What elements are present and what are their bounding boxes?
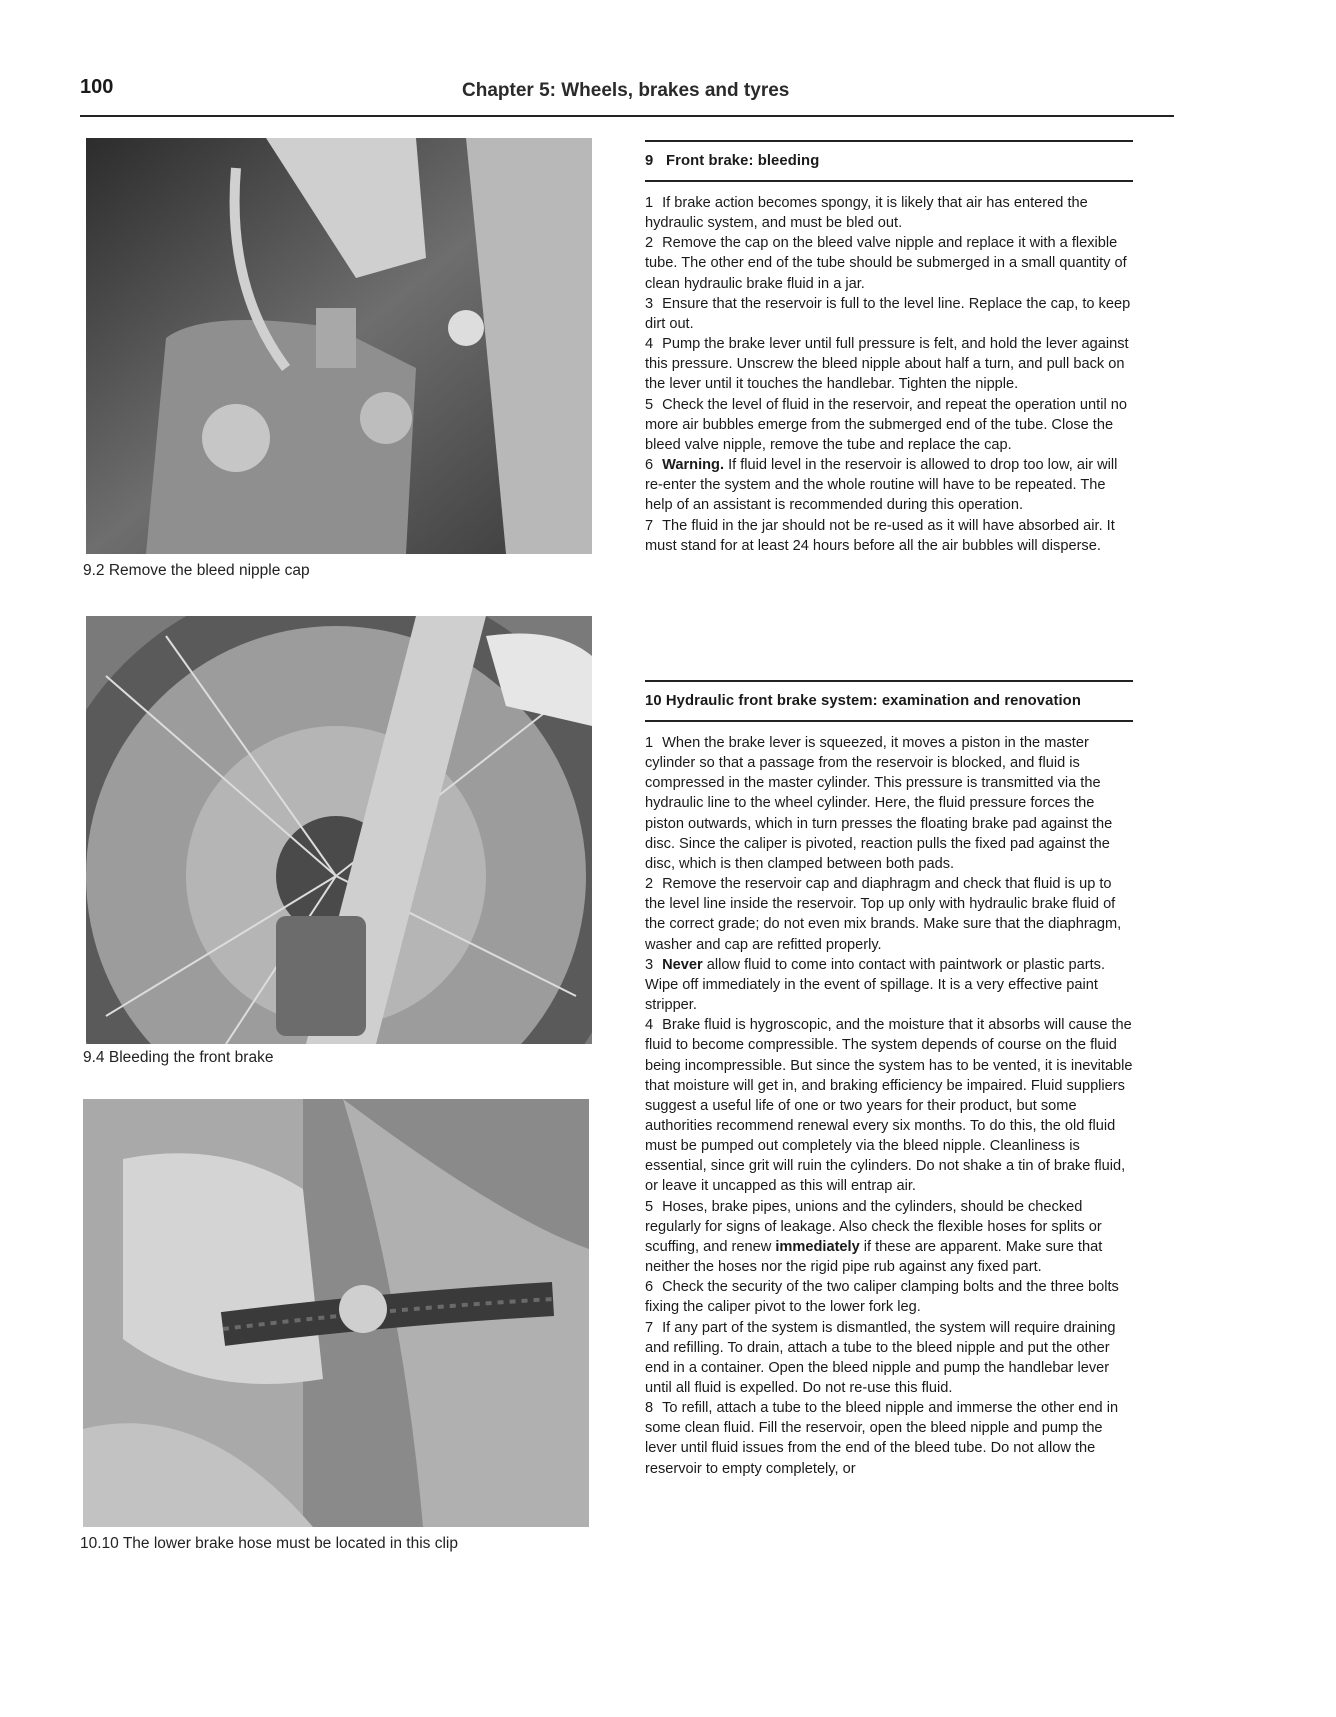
section-9 bbox=[645, 140, 1133, 556]
paragraph-text: Pump the brake lever until full pressure is felt, and hold the lever against this pressure. Unscrew the bleed nipple about half a turn, and pull back on the lever until it touches the handlebar. Tighten the nipple. bbox=[645, 336, 1129, 393]
paragraph-text: If brake action becomes spongy, it is likely that air has entered the hydraulic system, and must be bled out. bbox=[645, 195, 1088, 232]
paragraph-text: When the brake lever is squeezed, it moves a piston in the master cylinder so that a passage from the reservoir is blocked, and fluid is compressed in the master cylinder. This pressure is transmitted via the hydraulic line to the wheel cylinder. Here, the fluid pressure forces the piston outwards, which in turn presses the floating brake pad against the disc. Since the caliper is pivoted, reaction pulls the fixed pad against the disc, which is then clamped between both pads. bbox=[645, 735, 1113, 872]
paragraph bbox=[645, 1015, 1133, 1196]
paragraph-text: The fluid in the jar should not be re-used as it will have absorbed air. It must stand for at least 24 hours before all the air bubbles will disperse. bbox=[645, 517, 1115, 554]
paragraph-text: Ensure that the reservoir is full to the level line. Replace the cap, to keep dirt out. bbox=[645, 295, 1131, 332]
photo-lower-brake-hose-clip bbox=[83, 1099, 589, 1527]
paragraph-number: 7 bbox=[645, 517, 654, 534]
paragraph-number: 6 bbox=[645, 457, 654, 474]
section-rule-top bbox=[645, 680, 1133, 682]
paragraph-number: 5 bbox=[645, 396, 654, 413]
section-body bbox=[645, 733, 1133, 1479]
paragraph-number: 3 bbox=[645, 956, 654, 973]
caption-figure-9-2: 9.2 Remove the bleed nipple cap bbox=[83, 562, 310, 579]
section-title: 9 Front brake: bleeding bbox=[645, 153, 820, 169]
section-rule-bottom bbox=[645, 180, 1133, 182]
photo-bleeding-front-brake bbox=[86, 616, 592, 1044]
paragraph-emphasis: Warning. bbox=[662, 457, 725, 474]
paragraph-number: 1 bbox=[645, 735, 654, 751]
section-rule-top bbox=[645, 140, 1133, 142]
paragraph-number: 4 bbox=[645, 336, 654, 353]
paragraph-number: 4 bbox=[645, 1017, 654, 1034]
paragraph-text: Check the level of fluid in the reservoir, and repeat the operation until no more air bubbles emerge from the submerged end of the tube. Close the bleed valve nipple, remove the tube and replace the cap. bbox=[645, 396, 1127, 453]
paragraph-number: 2 bbox=[645, 235, 654, 252]
caption-figure-10-10: 10.10 The lower brake hose must be located in this clip bbox=[80, 1535, 458, 1552]
paragraph bbox=[645, 1318, 1133, 1399]
paragraph-text: If fluid level in the reservoir is allowed to drop too low, air will re-enter the system and the whole routine will have to be repeated. The help of an assistant is recommended during this operation. bbox=[645, 457, 1118, 514]
paragraph-number: 6 bbox=[645, 1279, 654, 1296]
caption-figure-9-4: 9.4 Bleeding the front brake bbox=[83, 1049, 274, 1066]
paragraph-text: If any part of the system is dismantled, the system will require draining and refilling. To drain, attach a tube to the bleed nipple and put the other end in a container. Open the bleed nipple and pump the handlebar lever until all fluid is expelled. Do not re-use this fluid. bbox=[645, 1319, 1116, 1396]
chapter-title: Chapter 5: Wheels, brakes and tyres bbox=[462, 80, 790, 101]
paragraph-text: Check the security of the two caliper clamping bolts and the three bolts fixing the caliper pivot to the lower fork leg. bbox=[645, 1279, 1119, 1316]
paragraph bbox=[645, 395, 1133, 455]
paragraph bbox=[645, 1277, 1133, 1317]
header-rule bbox=[80, 115, 1174, 117]
paragraph-number: 7 bbox=[645, 1319, 654, 1336]
paragraph bbox=[645, 334, 1133, 394]
paragraph-number: 3 bbox=[645, 295, 654, 312]
paragraph-text: allow fluid to come into contact with paintwork or plastic parts. Wipe off immediately in the event of spillage. It is a very effective paint stripper. bbox=[645, 956, 1106, 1014]
paragraph-text: Brake fluid is hygroscopic, and the moisture that it absorbs will cause the fluid to become compressible. The system depends of course on the fluid being incompressible. But since the system has to be vented, it is inevitable that moisture will get in, and braking efficiency be impaired. Fluid suppliers suggest a useful life of one or two years for their product, but some authorities recommend renewal every six months. To do this, the old fluid must be pumped out completely via the bleed nipple. Cleanliness is essential, since grit will ruin the cylinders. Do not shake a tin of brake fluid, or leave it uncapped as this will entrap air. bbox=[645, 1017, 1133, 1195]
paragraph bbox=[645, 733, 1133, 874]
paragraph-number: 5 bbox=[645, 1198, 654, 1215]
paragraph bbox=[645, 516, 1133, 556]
paragraph-text: Remove the cap on the bleed valve nipple and replace it with a flexible tube. The other end of the tube should be submerged in a small quantity of clean hydraulic brake fluid in a jar. bbox=[645, 235, 1127, 292]
paragraph-number: 1 bbox=[645, 195, 654, 211]
paragraph bbox=[645, 874, 1133, 955]
section-body bbox=[645, 193, 1133, 556]
paragraph-number: 8 bbox=[645, 1400, 654, 1417]
paragraph bbox=[645, 1398, 1133, 1479]
paragraph-number: 2 bbox=[645, 876, 654, 893]
paragraph-emphasis: Never bbox=[662, 956, 703, 973]
page-number: 100 bbox=[80, 76, 114, 98]
paragraph bbox=[645, 294, 1133, 334]
paragraph bbox=[645, 955, 1133, 1015]
section-10 bbox=[645, 680, 1133, 1479]
paragraph-text: if these are apparent. Make sure that neither the hoses nor the rigid pipe rub against any fixed part. bbox=[645, 1238, 1103, 1276]
paragraph bbox=[645, 455, 1133, 515]
paragraph-emphasis: immediately bbox=[775, 1238, 860, 1255]
paragraph-text: To refill, attach a tube to the bleed nipple and immerse the other end in some clean fluid. Fill the reservoir, open the bleed nipple and pump the lever until fluid issues from the end of the bleed tube. Do not allow the reservoir to empty completely, or bbox=[645, 1400, 1119, 1477]
paragraph-text: Hoses, brake pipes, unions and the cylinders, should be checked regularly for signs of leakage. Also check the flexible hoses for splits or scuffing, and renew bbox=[645, 1198, 1102, 1255]
paragraph bbox=[645, 193, 1133, 233]
paragraph-text: Remove the reservoir cap and diaphragm and check that fluid is up to the level line inside the reservoir. Top up only with hydraulic brake fluid of the correct grade; do not even mix brands. Make sure that the diaphragm, washer and cap are refitted properly. bbox=[645, 876, 1122, 953]
paragraph bbox=[645, 233, 1133, 293]
section-rule-bottom bbox=[645, 720, 1133, 722]
photo-bleed-nipple-cap bbox=[86, 138, 592, 554]
paragraph bbox=[645, 1197, 1133, 1278]
section-title: 10 Hydraulic front brake system: examination and renovation bbox=[645, 693, 1081, 709]
